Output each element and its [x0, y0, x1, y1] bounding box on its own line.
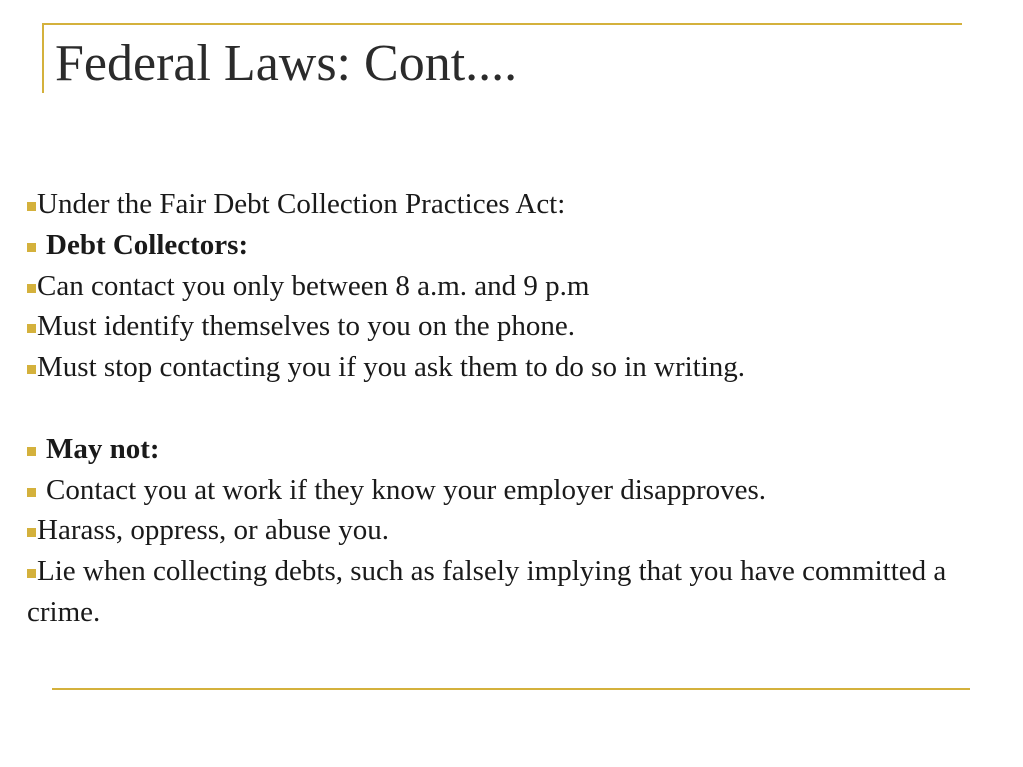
bullet-item: [27, 470, 997, 511]
square-bullet-icon: [27, 324, 36, 333]
square-bullet-icon: [27, 202, 36, 211]
bullet-item: [27, 266, 997, 307]
bullet-heading: Debt Collectors:: [46, 228, 249, 261]
bullet-item: [27, 225, 997, 266]
bullet-text: Contact you at work if they know your employer disapproves.: [46, 473, 767, 506]
title-left-rule: [42, 23, 44, 93]
bullet-item: [27, 306, 997, 347]
square-bullet-icon: [27, 243, 36, 252]
square-bullet-icon: [27, 284, 36, 293]
bullet-text: Can contact you only between 8 a.m. and 9 p.m: [37, 269, 590, 302]
square-bullet-icon: [27, 528, 36, 537]
bullet-item: [27, 510, 997, 551]
bullet-item: [27, 551, 997, 633]
square-bullet-icon: [27, 488, 36, 497]
title-top-rule: [42, 23, 962, 25]
bullet-item: [27, 429, 997, 470]
bullet-text: Must stop contacting you if you ask them to do so in writing.: [37, 351, 746, 384]
bullet-text: Lie when collecting debts, such as falsely implying that you have committed a crime.: [27, 555, 947, 628]
bullet-text: Must identify themselves to you on the phone.: [37, 310, 576, 343]
bullet-heading: May not:: [46, 432, 160, 465]
square-bullet-icon: [27, 365, 36, 374]
square-bullet-icon: [27, 569, 36, 578]
bullet-text: Harass, oppress, or abuse you.: [37, 514, 389, 547]
bullet-text: Under the Fair Debt Collection Practices Act:: [37, 188, 566, 220]
slide-body: [27, 184, 997, 633]
bullet-item: [27, 184, 997, 225]
slide-title: Federal Laws: Cont....: [55, 35, 518, 92]
footer-rule: [52, 688, 970, 690]
square-bullet-icon: [27, 447, 36, 456]
bullet-item: [27, 347, 997, 388]
spacer: [27, 388, 997, 429]
